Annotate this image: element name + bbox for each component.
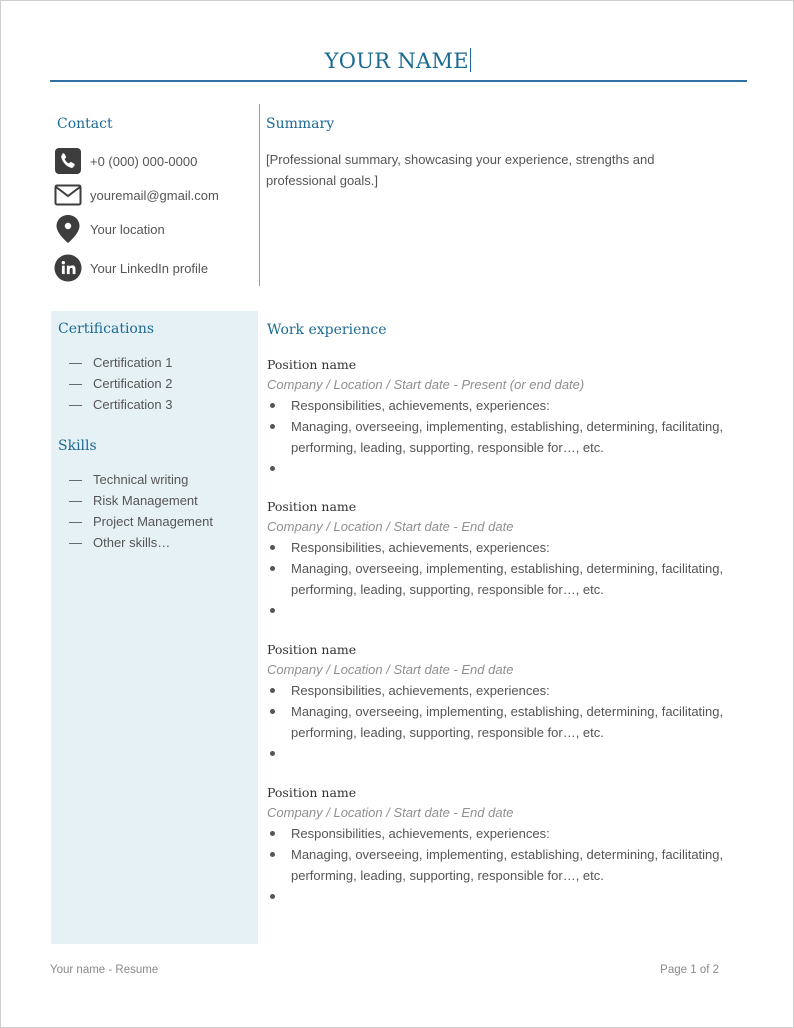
skill-text: Technical writing <box>93 472 189 487</box>
list-item: — Risk Management <box>69 493 198 508</box>
list-item: Managing, overseeing, implementing, establishing, determining, facilitating, performing, leading, supporting, responsible for…, etc. <box>267 416 727 458</box>
summary-title: Summary <box>266 116 335 132</box>
job-entry-1 <box>267 356 727 479</box>
skill-text: Other skills… <box>93 535 171 550</box>
contact-location <box>54 214 165 244</box>
list-item: Responsibilities, achievements, experiences: <box>267 680 727 701</box>
skills-list <box>69 469 213 553</box>
contact-linkedin-text: Your LinkedIn profile <box>90 260 209 276</box>
job-meta: Company / Location / Start date - Present (or end date) <box>267 377 585 392</box>
job-entry-3 <box>267 641 727 764</box>
list-item <box>267 743 727 764</box>
summary-text[interactable]: [Professional summary, showcasing your experience, strengths and professional goals.] <box>266 152 655 188</box>
list-item: — Certification 3 <box>69 397 173 412</box>
name-text[interactable]: YOUR NAME <box>324 49 469 73</box>
list-item: Managing, overseeing, implementing, establishing, determining, facilitating, performing, leading, supporting, responsible for…, etc. <box>267 701 727 743</box>
job-entry-2 <box>267 498 727 621</box>
envelope-icon <box>54 181 82 209</box>
certification-text: Certification 1 <box>93 355 173 370</box>
contact-linkedin <box>54 253 208 283</box>
list-item: — Project Management <box>69 514 213 529</box>
skill-text: Project Management <box>93 514 213 529</box>
job-entry-4 <box>267 784 727 907</box>
job-meta: Company / Location / Start date - End date <box>267 662 514 677</box>
certifications-title: Certifications <box>58 321 155 337</box>
certification-text: Certification 2 <box>93 376 173 391</box>
list-item: Responsibilities, achievements, experiences: <box>267 537 727 558</box>
job-meta: Company / Location / Start date - End date <box>267 805 514 820</box>
skills-title: Skills <box>58 438 97 454</box>
job-bullets <box>267 537 727 621</box>
contact-location-text: Your location <box>90 221 165 237</box>
list-item: — Certification 1 <box>69 355 173 370</box>
list-item: Managing, overseeing, implementing, establishing, determining, facilitating, performing, leading, supporting, responsible for…, etc. <box>267 844 727 886</box>
text-cursor <box>470 48 472 72</box>
skill-text: Risk Management <box>93 493 198 508</box>
list-item: Responsibilities, achievements, experiences: <box>267 395 727 416</box>
footer-document-name: Your name - Resume <box>50 964 159 976</box>
column-divider <box>259 104 260 286</box>
linkedin-icon <box>54 254 82 282</box>
list-item <box>267 886 727 907</box>
list-item: — Technical writing <box>69 472 189 487</box>
location-pin-icon <box>54 215 82 243</box>
contact-title: Contact <box>57 116 113 132</box>
position-name: Position name <box>267 357 357 372</box>
position-name: Position name <box>267 785 357 800</box>
name-heading[interactable] <box>1 48 794 73</box>
certifications-list <box>69 352 172 415</box>
phone-icon <box>54 147 82 175</box>
contact-email <box>54 180 219 210</box>
header-rule <box>50 80 747 82</box>
position-name: Position name <box>267 642 357 657</box>
footer-page-number: Page 1 of 2 <box>660 964 719 976</box>
job-bullets <box>267 680 727 764</box>
list-item: — Certification 2 <box>69 376 173 391</box>
list-item: Responsibilities, achievements, experiences: <box>267 823 727 844</box>
list-item <box>267 600 727 621</box>
work-experience-title: Work experience <box>267 322 387 338</box>
job-bullets <box>267 823 727 907</box>
list-item <box>267 458 727 479</box>
contact-phone-text: +0 (000) 000-0000 <box>90 153 198 169</box>
position-name: Position name <box>267 499 357 514</box>
job-bullets <box>267 395 727 479</box>
list-item: Managing, overseeing, implementing, establishing, determining, facilitating, performing, leading, supporting, responsible for…, etc. <box>267 558 727 600</box>
job-meta: Company / Location / Start date - End date <box>267 519 514 534</box>
list-item: — Other skills… <box>69 535 171 550</box>
contact-phone <box>54 146 197 176</box>
certification-text: Certification 3 <box>93 397 173 412</box>
contact-email-text: youremail@gmail.com <box>90 187 219 203</box>
